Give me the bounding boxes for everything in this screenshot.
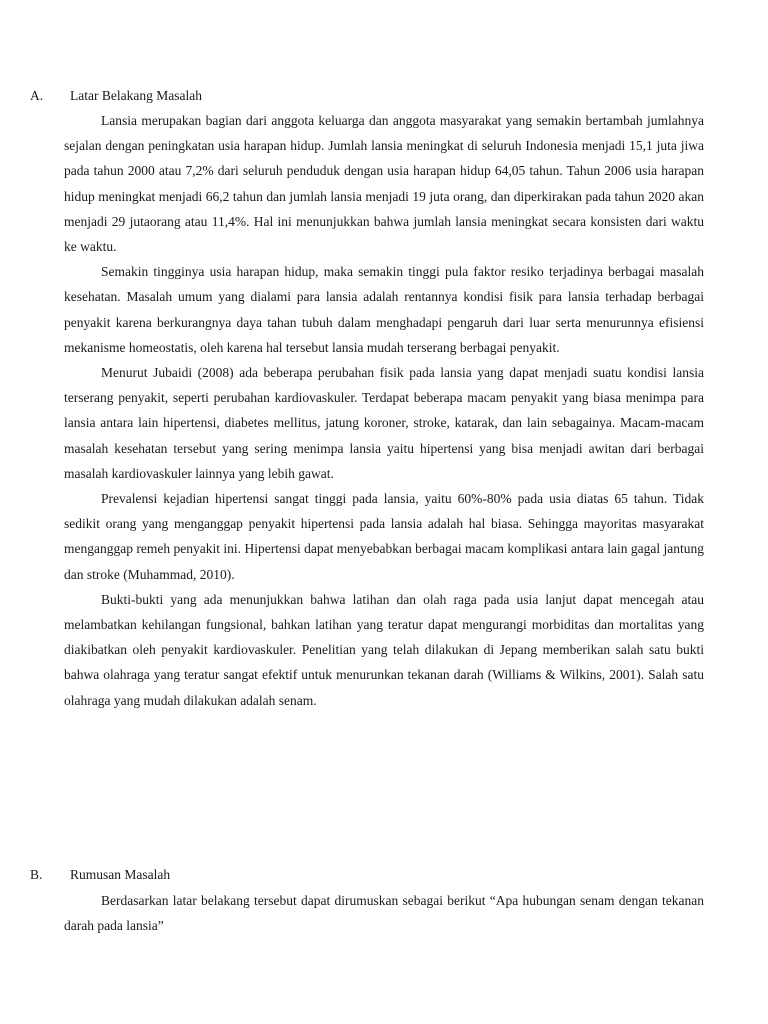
paragraph: Lansia merupakan bagian dari anggota keluarga dan anggota masyarakat yang semakin bertambah jumlahnya sejalan dengan peningkatan usia harapan hidup. Jumlah lansia meningkat di seluruh Indonesia menjadi 15,1 juta jiwa pada tahun 2000 atau 7,2% dari seluruh penduduk dengan usia harapan hidup 64,05 tahun. Tahun 2006 usia harapan hidup meningkat menjadi 66,2 tahun dan jumlah lansia menjadi 19 juta orang, dan diperkirakan pada tahun 2020 akan menjadi 29 jutaorang atau 11,4%. Hal ini menunjukkan bahwa jumlah lansia meningkat secara konsisten dari waktu ke waktu. <box>64 113 704 255</box>
section-a-heading <box>30 88 202 104</box>
paragraph: Prevalensi kejadian hipertensi sangat tinggi pada lansia, yaitu 60%-80% pada usia diatas 65 tahun. Tidak sedikit orang yang menganggap penyakit hipertensi pada lansia adalah hal biasa. Sehingga mayoritas masyarakat menganggap remeh penyakit ini. Hipertensi dapat menyebabkan berbagai macam komplikasi antara lain gagal jantung dan stroke (Muhammad, 2010). <box>64 491 704 582</box>
section-a-title: Latar Belakang Masalah <box>70 88 202 103</box>
paragraph: Semakin tingginya usia harapan hidup, maka semakin tinggi pula faktor resiko terjadinya berbagai masalah kesehatan. Masalah umum yang dialami para lansia adalah rentannya kondisi fisik para lansia terhadap berbagai penyakit karena berkurangnya daya tahan tubuh dalam menghadapi pengaruh dari luar serta menurunnya efisiensi mekanisme homeostatis, oleh karena hal tersebut lansia mudah terserang berbagai penyakit. <box>64 264 704 355</box>
section-b-number: B. <box>30 867 43 882</box>
paragraph: Menurut Jubaidi (2008) ada beberapa perubahan fisik pada lansia yang dapat menjadi suatu kondisi lansia terserang penyakit, seperti perubahan kardiovaskuler. Terdapat beberapa macam penyakit yang biasa menimpa para lansia antara lain hipertensi, diabetes mellitus, jatung koroner, stroke, katarak, dan lain sebagainya. Macam-macam masalah kesehatan tersebut yang sering menimpa lansia yaitu hipertensi yang bisa menjadi awitan dari berbagai masalah kardiovaskuler lainnya yang lebih gawat. <box>64 365 704 481</box>
section-b-body <box>64 888 704 938</box>
section-a-number: A. <box>30 88 44 103</box>
section-b-heading <box>30 867 170 883</box>
paragraph: Bukti-bukti yang ada menunjukkan bahwa latihan dan olah raga pada usia lanjut dapat mencegah atau melambatkan kehilangan fungsional, bahkan latihan yang teratur dapat mengurangi morbiditas dan mortalitas yang diakibatkan oleh penyakit kardiovaskuler. Penelitian yang telah dilakukan di Jepang memberikan salah satu bukti bahwa olahraga yang teratur sangat efektif untuk menurunkan tekanan darah (Williams & Wilkins, 2001). Salah satu olahraga yang mudah dilakukan adalah senam. <box>64 591 704 708</box>
paragraph: Berdasarkan latar belakang tersebut dapat dirumuskan sebagai berikut “Apa hubungan senam dengan tekanan darah pada lansia” <box>64 893 704 934</box>
section-a-body <box>64 108 704 713</box>
section-b-title: Rumusan Masalah <box>70 867 171 882</box>
